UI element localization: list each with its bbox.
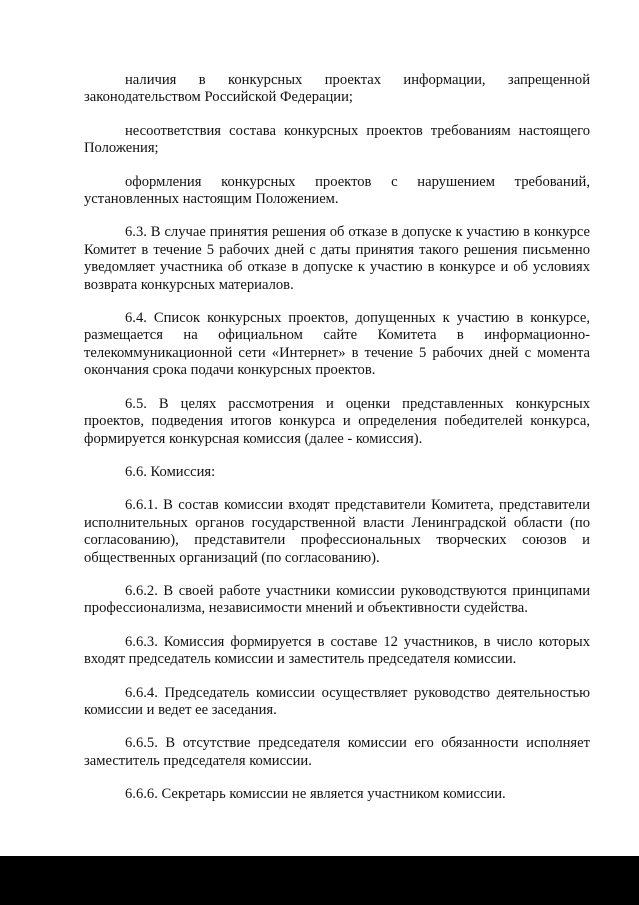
paragraph-6-6-2: 6.6.2. В своей работе участники комиссии руководствуются принципами профессионализма, независимости мнений и объективности судейства.: [84, 582, 590, 617]
paragraph-2: несоответствия состава конкурсных проектов требованиям настоящего Положения;: [84, 122, 590, 157]
paragraph-6-6-6: 6.6.6. Секретарь комиссии не является участником комиссии.: [125, 786, 506, 803]
paragraph-6-6: 6.6. Комиссия:: [125, 463, 216, 480]
document-body: [84, 72, 590, 804]
paragraph-6-6-3: 6.6.3. Комиссия формируется в составе 12 участников, в число которых входят председатель комиссии и заместитель председателя комиссии.: [84, 633, 590, 668]
paragraph-6-6-5: 6.6.5. В отсутствие председателя комиссии его обязанности исполняет заместитель председателя комиссии.: [84, 735, 590, 769]
scan-bottom-border: [0, 856, 639, 905]
paragraph-1: наличия в конкурсных проектах информации, запрещенной законодательством Российской Федерации;: [84, 72, 590, 106]
paragraph-6-6-1: 6.6.1. В состав комиссии входят представители Комитета, представители исполнительных органов государственной власти Ленинградской области (по согласованию), представители профессиональных творческих союзов и общественных организаций (по согласованию).: [84, 497, 590, 566]
paragraph-6-6-4: 6.6.4. Председатель комиссии осуществляет руководство деятельностью комиссии и ведет ее заседания.: [84, 684, 590, 718]
paragraph-6-4: 6.4. Список конкурсных проектов, допущенных к участию в конкурсе, размещается на официальном сайте Комитета в информационно-телекоммуникационной сети «Интернет» в течение 5 рабочих дней с момента окончания срока подачи конкурсных проектов.: [84, 310, 590, 379]
paragraph-6-5: 6.5. В целях рассмотрения и оценки представленных конкурсных проектов, подведения итогов конкурса и определения победителей конкурса, формируется конкурсная комиссия (далее - комиссия).: [84, 395, 590, 447]
paragraph-6-3: 6.3. В случае принятия решения об отказе в допуске к участию в конкурсе Комитет в течение 5 рабочих дней с даты принятия такого решения письменно уведомляет участника об отказе в допуске к участию в конкурсе и об условиях возврата конкурсных материалов.: [84, 224, 590, 293]
paragraph-3: оформления конкурсных проектов с нарушением требований, установленных настоящим Положением.: [84, 173, 590, 208]
